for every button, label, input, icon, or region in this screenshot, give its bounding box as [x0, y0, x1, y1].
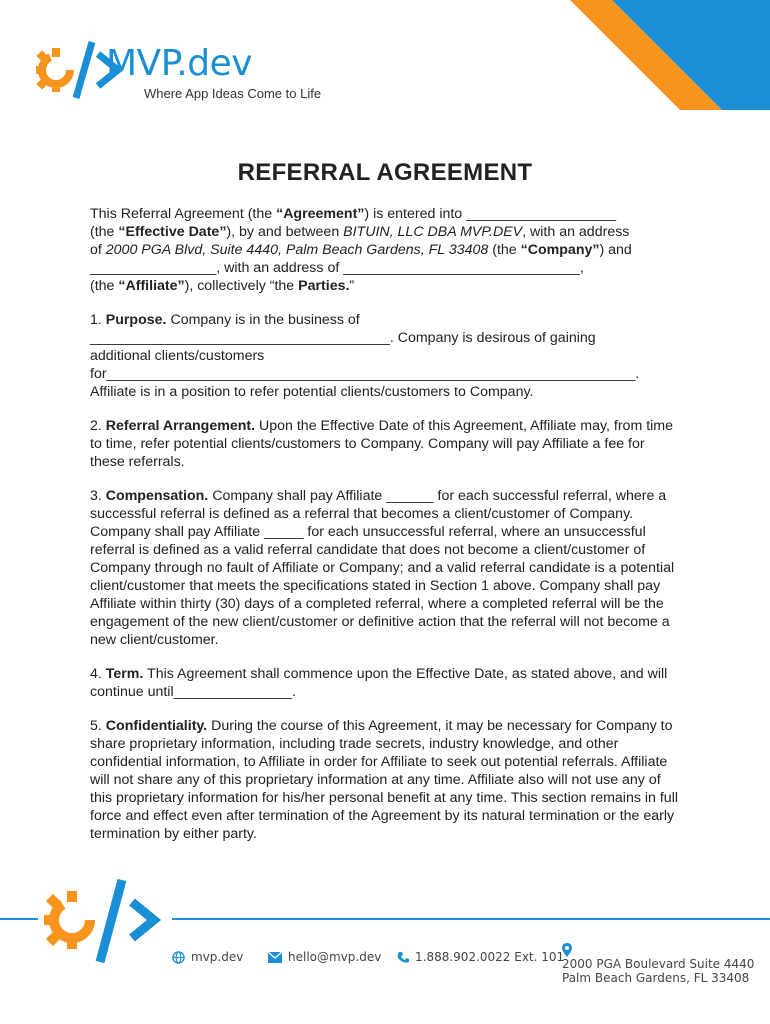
- footer-address-line: Palm Beach Gardens, FL 33408: [562, 971, 750, 985]
- footer-email[interactable]: [268, 950, 381, 964]
- document-title: REFERRAL AGREEMENT: [237, 159, 533, 186]
- defined-term: “Effective Date”: [118, 224, 227, 240]
- footer-divider: [172, 918, 770, 920]
- agreement-body: [90, 205, 680, 859]
- section-text: Upon the Effective Date of this Agreement, Affiliate may, from time to time, refer potential clients/customers to Company. Company will pay Affiliate a fee for these referrals.: [90, 418, 674, 470]
- intro-text: , with an address: [522, 224, 630, 240]
- company-name: BITUIN, LLC DBA MVP.DEV: [343, 224, 523, 240]
- corner-decoration: [570, 0, 770, 110]
- section-term: [90, 665, 680, 701]
- globe-icon: [172, 951, 185, 964]
- footer-address-block: [562, 957, 754, 985]
- phone-icon: [397, 951, 409, 964]
- footer-email-text[interactable]: hello@mvp.dev: [288, 950, 382, 964]
- footer-website-text[interactable]: mvp.dev: [191, 950, 244, 964]
- intro-text: ) and: [599, 242, 632, 258]
- defined-term: “Agreement”: [276, 206, 365, 222]
- section-number: 5.: [90, 718, 106, 734]
- section-text: Company is in the business of: [166, 312, 360, 328]
- section-compensation: [90, 487, 680, 649]
- section-heading: Purpose.: [105, 312, 167, 328]
- company-address: 2000 PGA Blvd, Suite 4440, Palm Beach Gardens, FL 33408: [105, 242, 489, 258]
- intro-text: ), collectively “the: [184, 278, 299, 294]
- footer-phone[interactable]: [397, 950, 564, 964]
- footer-gear-code-icon: [44, 870, 164, 970]
- section-heading: Referral Arrangement.: [105, 418, 256, 434]
- footer-divider: [0, 918, 38, 920]
- section-text: additional clients/customers: [90, 348, 265, 364]
- intro-text: This Referral Agreement (the: [90, 206, 277, 222]
- intro-text: ), by and between: [226, 224, 344, 240]
- section-purpose: [90, 311, 680, 401]
- section-number: 1.: [90, 312, 106, 328]
- section-text: ______________________________________. Company is desirous of gaining: [90, 330, 596, 346]
- defined-term: Parties.: [298, 278, 350, 294]
- section-number: 2.: [90, 418, 106, 434]
- defined-term: “Affiliate”: [118, 278, 185, 294]
- section-referral-arrangement: [90, 417, 680, 471]
- brand-name: MVP.dev: [106, 43, 253, 84]
- defined-term: “Company”: [520, 242, 600, 258]
- section-number: 4.: [90, 666, 106, 682]
- section-confidentiality: [90, 717, 680, 843]
- section-text: for___________________________________________________________________.: [90, 366, 640, 382]
- intro-text: (the: [90, 278, 119, 294]
- section-heading: Compensation.: [105, 488, 209, 504]
- footer-website[interactable]: [172, 950, 243, 964]
- footer-phone-text[interactable]: 1.888.902.0022 Ext. 101: [415, 950, 565, 964]
- footer-address: [562, 943, 770, 985]
- footer-address-line: 2000 PGA Boulevard Suite 4440: [562, 957, 755, 971]
- intro-text: (the: [90, 224, 119, 240]
- intro-text: ”: [349, 278, 355, 294]
- section-heading: Term.: [105, 666, 144, 682]
- intro-text: ) is entered into ___________________: [364, 206, 617, 222]
- intro-text: (the: [488, 242, 521, 258]
- section-heading: Confidentiality.: [105, 718, 208, 734]
- envelope-icon: [268, 952, 282, 963]
- section-text: Company shall pay Affiliate ______ for each successful referral, where a successful referral is defined as a referral that becomes a client/customer of Company. Company shall pay Affiliate _____ for each unsuccessful referral, where an unsuccessful referral is defined as a valid referral candidate that does not become a client/customer of Company through no fault of Affiliate or Company; and a valid referral candidate is a potential client/customer that meets the specifications stated in Section 1 above. Company shall pay Affiliate within thirty (30) days of a completed referral, where a completed referral will be the engagement of the new client/customer or definitive action that the referral will not become a new client/customer.: [90, 488, 675, 648]
- section-number: 3.: [90, 488, 106, 504]
- section-text: Affiliate is in a position to refer potential clients/customers to Company.: [90, 384, 534, 400]
- brand-tagline: Where App Ideas Come to Life: [144, 86, 322, 101]
- section-text: During the course of this Agreement, it may be necessary for Company to share proprietary information, including trade secrets, industry knowledge, and other confidential information, to Affiliate in order for Affiliate to seek out potential referrals. Affiliate will not share any of this proprietary information at any time. Affiliate also will not use any of this proprietary information for his/her personal benefit at any time. This section remains in full force and effect even after termination of the Agreement by its natural termination or the early termination by either party.: [90, 718, 679, 842]
- location-pin-icon: [562, 943, 572, 957]
- intro-text: ________________, with an address of ______________________________,: [90, 260, 584, 276]
- intro-text: of: [90, 242, 106, 258]
- section-text: This Agreement shall commence upon the Effective Date, as stated above, and will continue until_______________.: [90, 666, 668, 700]
- intro-paragraph: [90, 205, 680, 295]
